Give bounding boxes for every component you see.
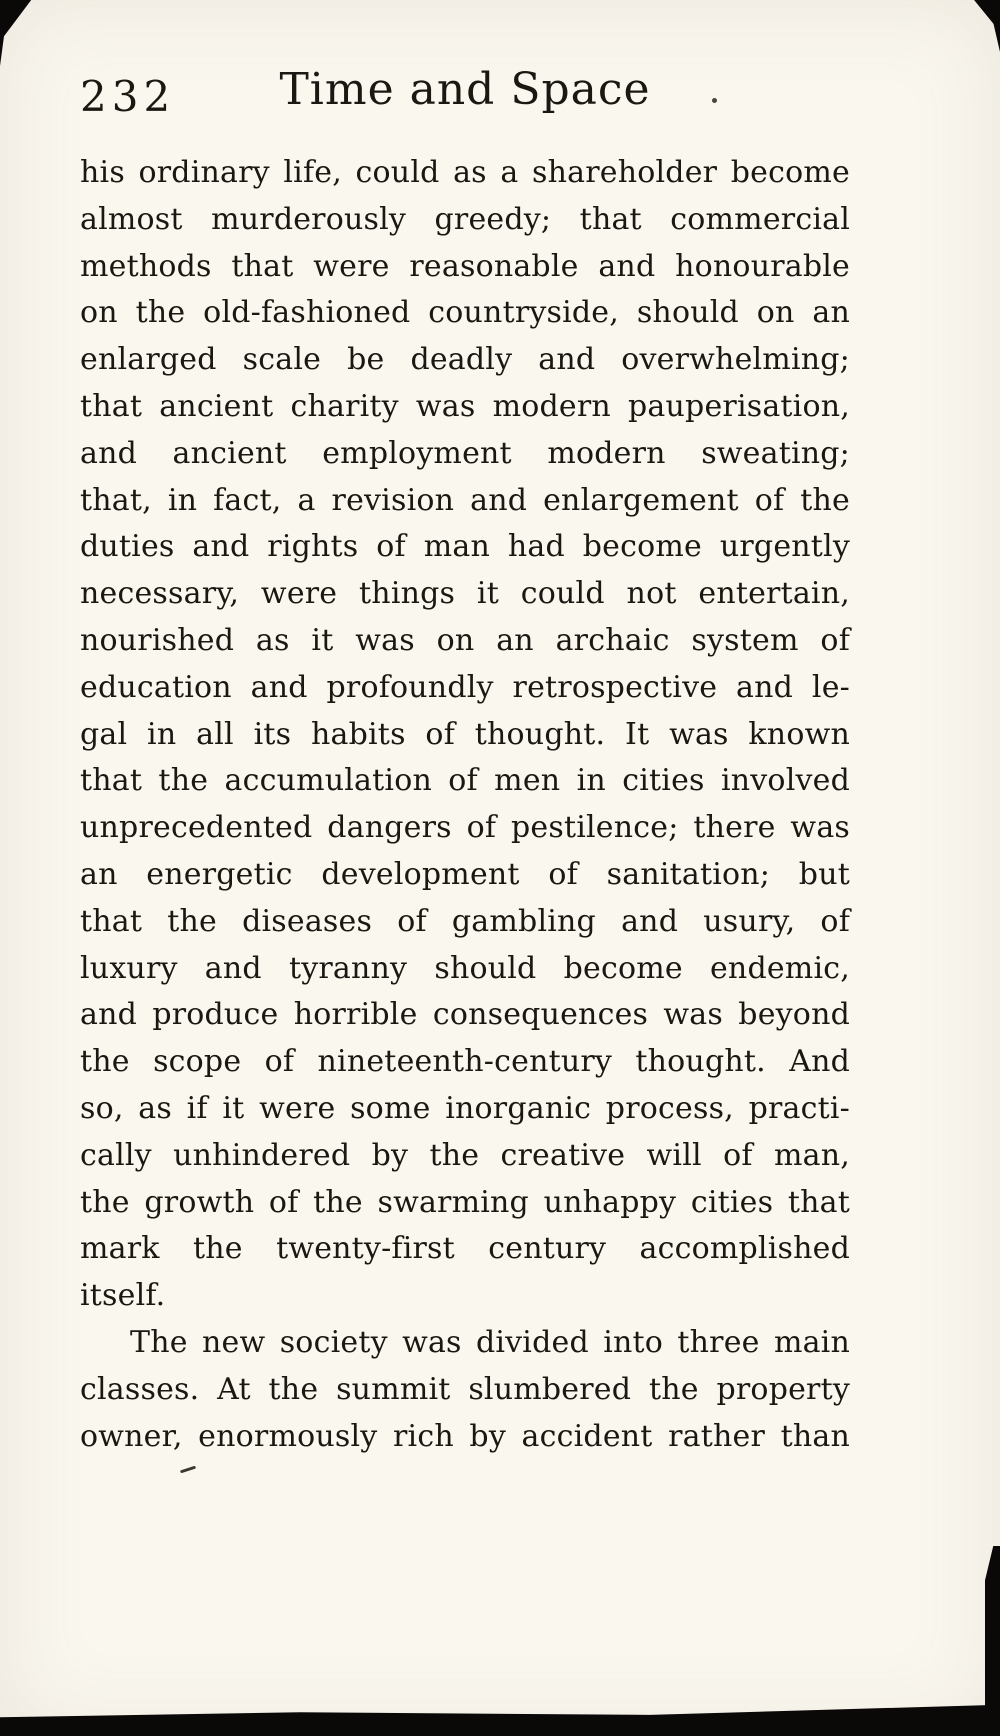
text-line: almost murderously greedy; that commercial <box>80 201 850 237</box>
text-line: the scope of nineteenth-century thought. And <box>80 1044 850 1080</box>
text-line: duties and rights of man had become urgently <box>80 529 850 565</box>
text-line: methods that were reasonable and honourable <box>80 248 850 284</box>
text-line: that ancient charity was modern pauperisation, <box>80 388 850 424</box>
text-line: that the accumulation of men in cities involved <box>80 763 850 799</box>
text-line: itself. <box>80 1278 166 1314</box>
text-line: luxury and tyranny should become endemic, <box>80 950 850 986</box>
scan-artifact-right-edge <box>985 1546 1000 1736</box>
text-line: and produce horrible consequences was beyond <box>80 997 850 1033</box>
body-text <box>80 150 850 1460</box>
text-line: enlarged scale be deadly and overwhelming; <box>80 342 850 378</box>
text-line: unprecedented dangers of pestilence; there was <box>80 810 850 846</box>
text-line: nourished as it was on an archaic system of <box>80 622 850 658</box>
text-line: cally unhindered by the creative will of man, <box>80 1137 850 1173</box>
scan-artifact-top-left <box>0 0 40 66</box>
text-line: necessary, were things it could not entertain, <box>80 576 850 612</box>
text-line: that the diseases of gambling and usury, of <box>80 903 850 939</box>
text-line: an energetic development of sanitation; but <box>80 856 850 892</box>
scan-artifact-top-right <box>964 0 1000 52</box>
text-line: mark the twenty-first century accomplished <box>80 1231 850 1267</box>
text-line: and ancient employment modern sweating; <box>80 435 850 471</box>
running-title: Time and Space <box>279 64 651 115</box>
scan-speck <box>712 98 717 103</box>
text-line: that, in fact, a revision and enlargement of the <box>80 482 850 518</box>
text-line: classes. At the summit slumbered the property <box>80 1371 850 1407</box>
text-line: his ordinary life, could as a shareholder become <box>80 155 850 190</box>
text-line: owner, enormously rich by accident rather than <box>80 1418 850 1454</box>
page-number: 232 <box>80 72 176 121</box>
text-line: education and profoundly retrospective and le- <box>80 669 850 705</box>
text-line: gal in all its habits of thought. It was known <box>80 716 850 752</box>
text-line: the growth of the swarming unhappy cities that <box>80 1184 850 1220</box>
scan-artifact-bottom-edge <box>0 1702 1000 1736</box>
text-line: The new society was divided into three main <box>130 1324 850 1360</box>
running-head <box>80 64 850 120</box>
text-line: on the old-fashioned countryside, should on an <box>80 295 850 331</box>
scan-mark <box>180 1466 196 1474</box>
text-line: so, as if it were some inorganic process, practi- <box>80 1090 850 1126</box>
